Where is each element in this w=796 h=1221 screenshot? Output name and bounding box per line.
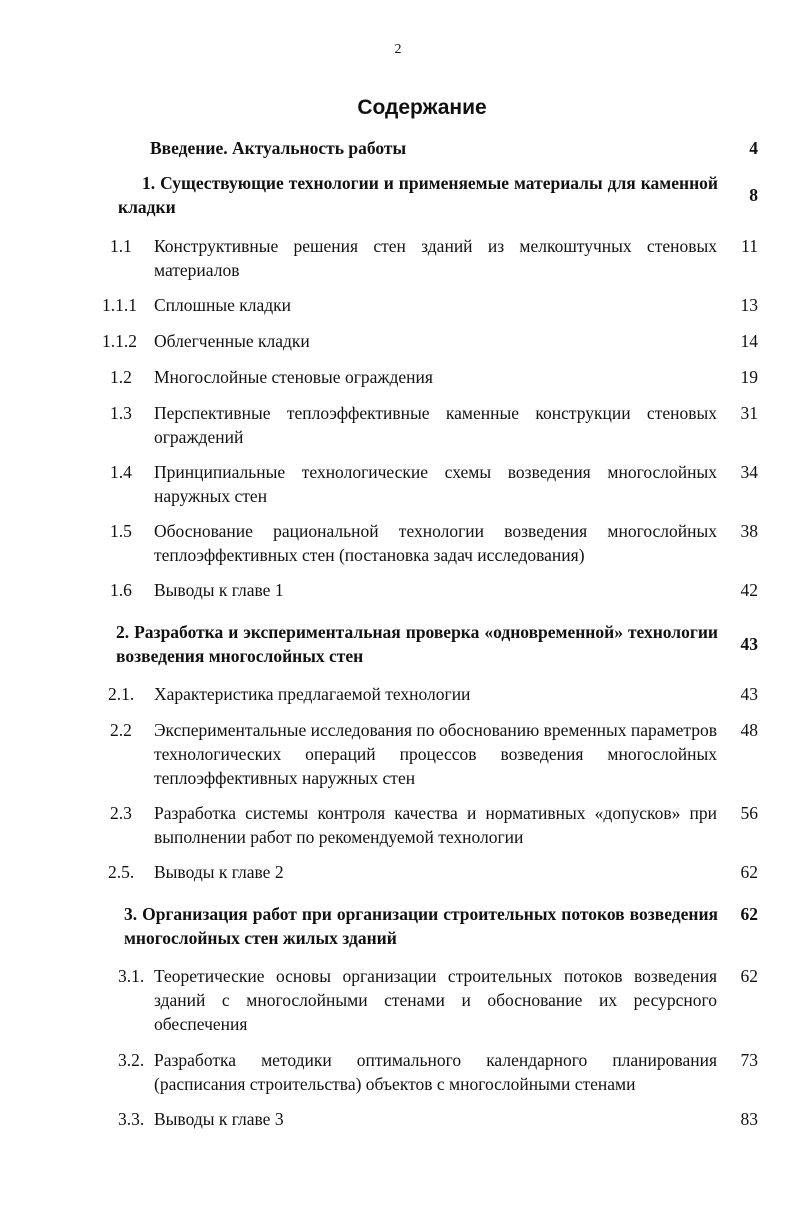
toc-entry-number: 1.4 [110,462,132,482]
toc-entry-1-1 [0,234,796,284]
page-number: 2 [394,42,402,57]
toc-page-ref: 62 [740,904,758,924]
toc-entry-1-1-1 [0,293,796,319]
toc-entry-3-2 [0,1048,796,1098]
toc-entry-number: 1.5 [110,521,132,541]
toc-page-ref: 42 [740,580,758,600]
toc-page-ref: 38 [740,521,758,541]
toc-entry-text: Выводы к главе 2 [154,862,284,882]
toc-page-ref: 14 [740,331,758,351]
toc-entry-3-3 [0,1107,796,1133]
toc-page-ref: 43 [740,684,758,704]
toc-entry-2-1 [0,682,796,708]
toc-entry-number: 1.6 [110,580,132,600]
toc-entry-text: Выводы к главе 3 [154,1109,284,1129]
toc-entry-2-5 [0,860,796,886]
toc-entry-number: 2.2 [110,720,132,740]
toc-page-ref: 62 [740,862,758,882]
toc-entry-text: Принципиальные технологические схемы возведения многослойных наружных стен [154,462,717,506]
toc-page-ref: 83 [740,1109,758,1129]
toc-entry-text: 1. Существующие технологии и применяемые материалы для каменной кладки [118,173,718,217]
toc-entry-text: Обоснование рациональной технологии возведения многослойных теплоэффективных стен (постановка задач исследования) [154,521,717,565]
toc-page-ref: 8 [749,185,758,205]
toc-entry-number: 1.1.1 [102,295,137,315]
toc-entry-number: 3.1. [118,966,145,986]
toc-entry-text: Многослойные стеновые ограждения [154,367,433,387]
toc-entry-text: Перспективные теплоэффективные каменные конструкции стеновых ограждений [154,403,717,447]
toc-entry-1-5 [0,519,796,569]
toc-entry-text: Выводы к главе 1 [154,580,284,600]
toc-entry-number: 3.3. [118,1109,145,1129]
toc-entry-text: 3. Организация работ при организации строительных потоков возведения многослойных стен жилых зданий [124,904,718,948]
toc-entry-number: 1.2 [110,367,132,387]
toc-entry-text: Экспериментальные исследования по обоснованию временных параметров технологических операций процессов возведения многослойных теплоэффективных наружных стен [154,720,717,788]
toc-page-ref: 4 [749,138,758,158]
toc-entry-number: 3.2. [118,1050,145,1070]
toc-entry-text: Облегченные кладки [154,331,310,351]
toc-entry-text: Разработка системы контроля качества и нормативных «допусков» при выполнении работ по рекомендуемой технологии [154,803,717,847]
toc-page-ref: 43 [740,634,758,654]
toc-entry-number: 2.1. [108,684,135,704]
toc-page-ref: 34 [740,462,758,482]
toc-entry-text: Конструктивные решения стен зданий из мелкоштучных стеновых материалов [154,236,717,280]
toc-entry-introduction [0,136,796,162]
toc-entry-text: 2. Разработка и экспериментальная проверка «одновременной» технологии возведения многослойных стен [116,622,718,666]
toc-entry-text: Введение. Актуальность работы [150,138,407,158]
toc-chapter-3 [0,902,796,952]
toc-page-ref: 11 [741,236,758,256]
toc-page-ref: 19 [740,367,758,387]
toc-entry-number: 1.1 [110,236,132,256]
toc-entry-1-4 [0,460,796,510]
toc-chapter-1 [0,171,796,221]
toc-entry-1-2 [0,365,796,391]
toc-entry-number: 1.1.2 [102,331,137,351]
toc-entry-number: 1.3 [110,403,132,423]
toc-entry-1-6 [0,578,796,604]
toc-entry-1-3 [0,401,796,451]
toc-entry-number: 2.3 [110,803,132,823]
toc-page-ref: 56 [740,803,758,823]
toc-page-ref: 62 [740,966,758,986]
toc-page-ref: 13 [740,295,758,315]
toc-entry-text: Сплошные кладки [154,295,292,315]
toc-entry-number: 2.5. [108,862,135,882]
toc-page-ref: 31 [740,403,758,423]
toc-chapter-2 [0,620,796,670]
toc-entry-text: Разработка методики оптимального календарного планирования (расписания строительства) объектов с многослойными стенами [154,1050,717,1094]
toc-page-ref: 48 [740,720,758,740]
toc-page-ref: 73 [740,1050,758,1070]
toc-entry-3-1 [0,964,796,1038]
toc-entry-2-3 [0,801,796,851]
page-title: Содержание [357,96,487,119]
toc-entry-2-2 [0,718,796,792]
toc-entry-text: Характеристика предлагаемой технологии [154,684,471,704]
toc-entry-1-1-2 [0,329,796,355]
toc-entry-text: Теоретические основы организации строительных потоков возведения зданий с многослойными стенами и обоснование их ресурсного обеспечения [154,966,717,1034]
